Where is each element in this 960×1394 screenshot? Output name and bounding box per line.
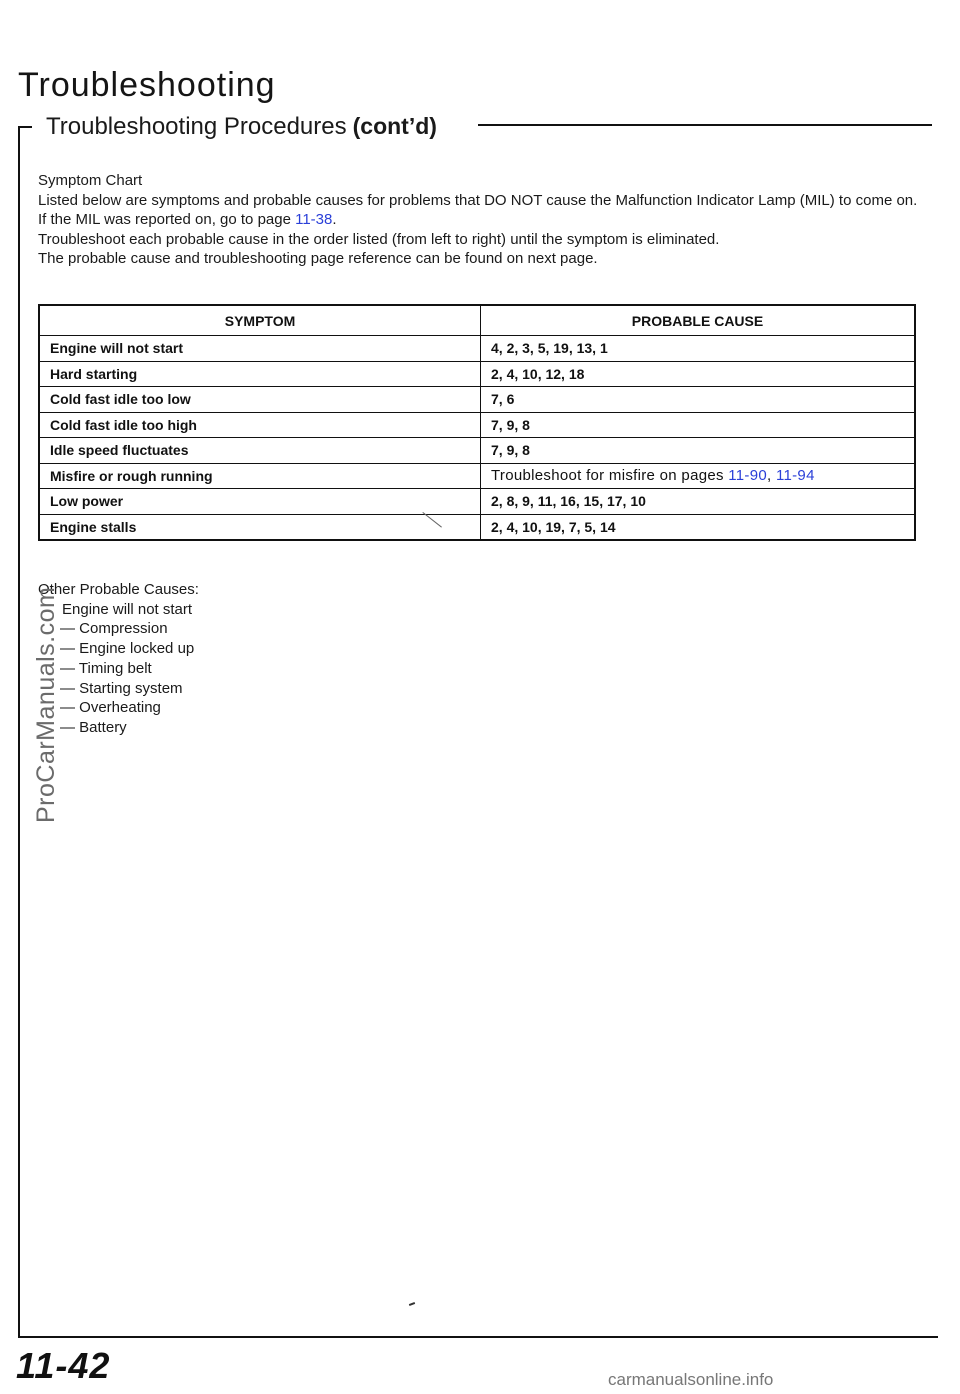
intro-heading: Symptom Chart bbox=[38, 172, 143, 189]
table-row bbox=[39, 336, 915, 362]
symptom-cell: Engine will not start bbox=[39, 336, 481, 362]
table-row bbox=[39, 514, 915, 540]
page-link-11-38[interactable]: 11-38 bbox=[295, 211, 333, 228]
subtitle-text: Troubleshooting Procedures bbox=[46, 113, 347, 140]
list-item: — Starting system bbox=[60, 679, 183, 697]
other-causes-heading: Other Probable Causes: bbox=[38, 581, 199, 598]
mil-note-end: . bbox=[332, 211, 337, 228]
frame-bottom-rule bbox=[18, 1336, 938, 1338]
intro-mil-note bbox=[38, 210, 928, 230]
table-header-row bbox=[39, 305, 915, 336]
table-row bbox=[39, 361, 915, 387]
intro-order-note: Troubleshoot each probable cause in the order listed (from left to right) until the symptom is eliminated. bbox=[38, 230, 720, 248]
intro-text bbox=[38, 171, 928, 269]
other-causes bbox=[38, 580, 199, 738]
symptom-chart-table bbox=[38, 304, 916, 541]
frame-top-tick bbox=[18, 126, 32, 128]
symptom-cell: Idle speed fluctuates bbox=[39, 438, 481, 464]
list-item: — Timing belt bbox=[60, 659, 152, 677]
table-row bbox=[39, 438, 915, 464]
cause-cell: 7, 9, 8 bbox=[481, 412, 916, 438]
symptom-cell: Low power bbox=[39, 489, 481, 515]
cause-cell: 2, 8, 9, 11, 16, 15, 17, 10 bbox=[481, 489, 916, 515]
list-item: — Compression bbox=[60, 620, 168, 638]
page-link-11-90[interactable]: 11-90 bbox=[728, 467, 768, 485]
table-row bbox=[39, 463, 915, 489]
symptom-cell: Misfire or rough running bbox=[39, 463, 481, 489]
list-item: — Overheating bbox=[60, 699, 161, 717]
footer-watermark: carmanualsonline.info bbox=[608, 1370, 774, 1389]
side-watermark bbox=[30, 575, 60, 825]
subtitle-contd: (cont’d) bbox=[352, 113, 437, 139]
cause-cell: 2, 4, 10, 19, 7, 5, 14 bbox=[481, 514, 916, 540]
symptom-cell: Engine stalls bbox=[39, 514, 481, 540]
symptom-cell: Cold fast idle too low bbox=[39, 387, 481, 413]
list-item: — Battery bbox=[60, 718, 127, 736]
misfire-text: Troubleshoot for misfire on pages bbox=[491, 467, 729, 485]
list-item: — Engine locked up bbox=[60, 640, 195, 658]
table-row bbox=[39, 387, 915, 413]
frame-left-rule bbox=[18, 126, 20, 1338]
other-causes-subheading: Engine will not start bbox=[62, 600, 193, 618]
table-row bbox=[39, 489, 915, 515]
cause-cell: 7, 6 bbox=[481, 387, 916, 413]
misfire-separator: , bbox=[767, 467, 776, 485]
page-link-11-94[interactable]: 11-94 bbox=[775, 467, 815, 485]
symptom-cell: Hard starting bbox=[39, 361, 481, 387]
section-subtitle bbox=[46, 113, 437, 141]
page-number: 11-42 bbox=[16, 1345, 111, 1386]
symptom-cell: Cold fast idle too high bbox=[39, 412, 481, 438]
page-title: Troubleshooting bbox=[18, 66, 276, 104]
cause-cell-misfire bbox=[481, 463, 916, 489]
mil-note-text: If the MIL was reported on, go to page bbox=[38, 211, 296, 228]
header-probable-cause: PROBABLE CAUSE bbox=[481, 305, 916, 336]
cause-cell: 2, 4, 10, 12, 18 bbox=[481, 361, 916, 387]
cause-cell: 7, 9, 8 bbox=[481, 438, 916, 464]
header-symptom: SYMPTOM bbox=[39, 305, 481, 336]
intro-reference-note: The probable cause and troubleshooting page reference can be found on next page. bbox=[38, 250, 598, 267]
subtitle-rule bbox=[478, 124, 932, 126]
cause-cell: 4, 2, 3, 5, 19, 13, 1 bbox=[481, 336, 916, 362]
table-row bbox=[39, 412, 915, 438]
side-watermark-text: ProCarManuals.com bbox=[32, 586, 60, 823]
intro-description: Listed below are symptoms and probable causes for problems that DO NOT cause the Malfunction Indicator Lamp (MIL) to come on. bbox=[38, 191, 918, 209]
scan-artifact-dash bbox=[409, 1302, 415, 1306]
